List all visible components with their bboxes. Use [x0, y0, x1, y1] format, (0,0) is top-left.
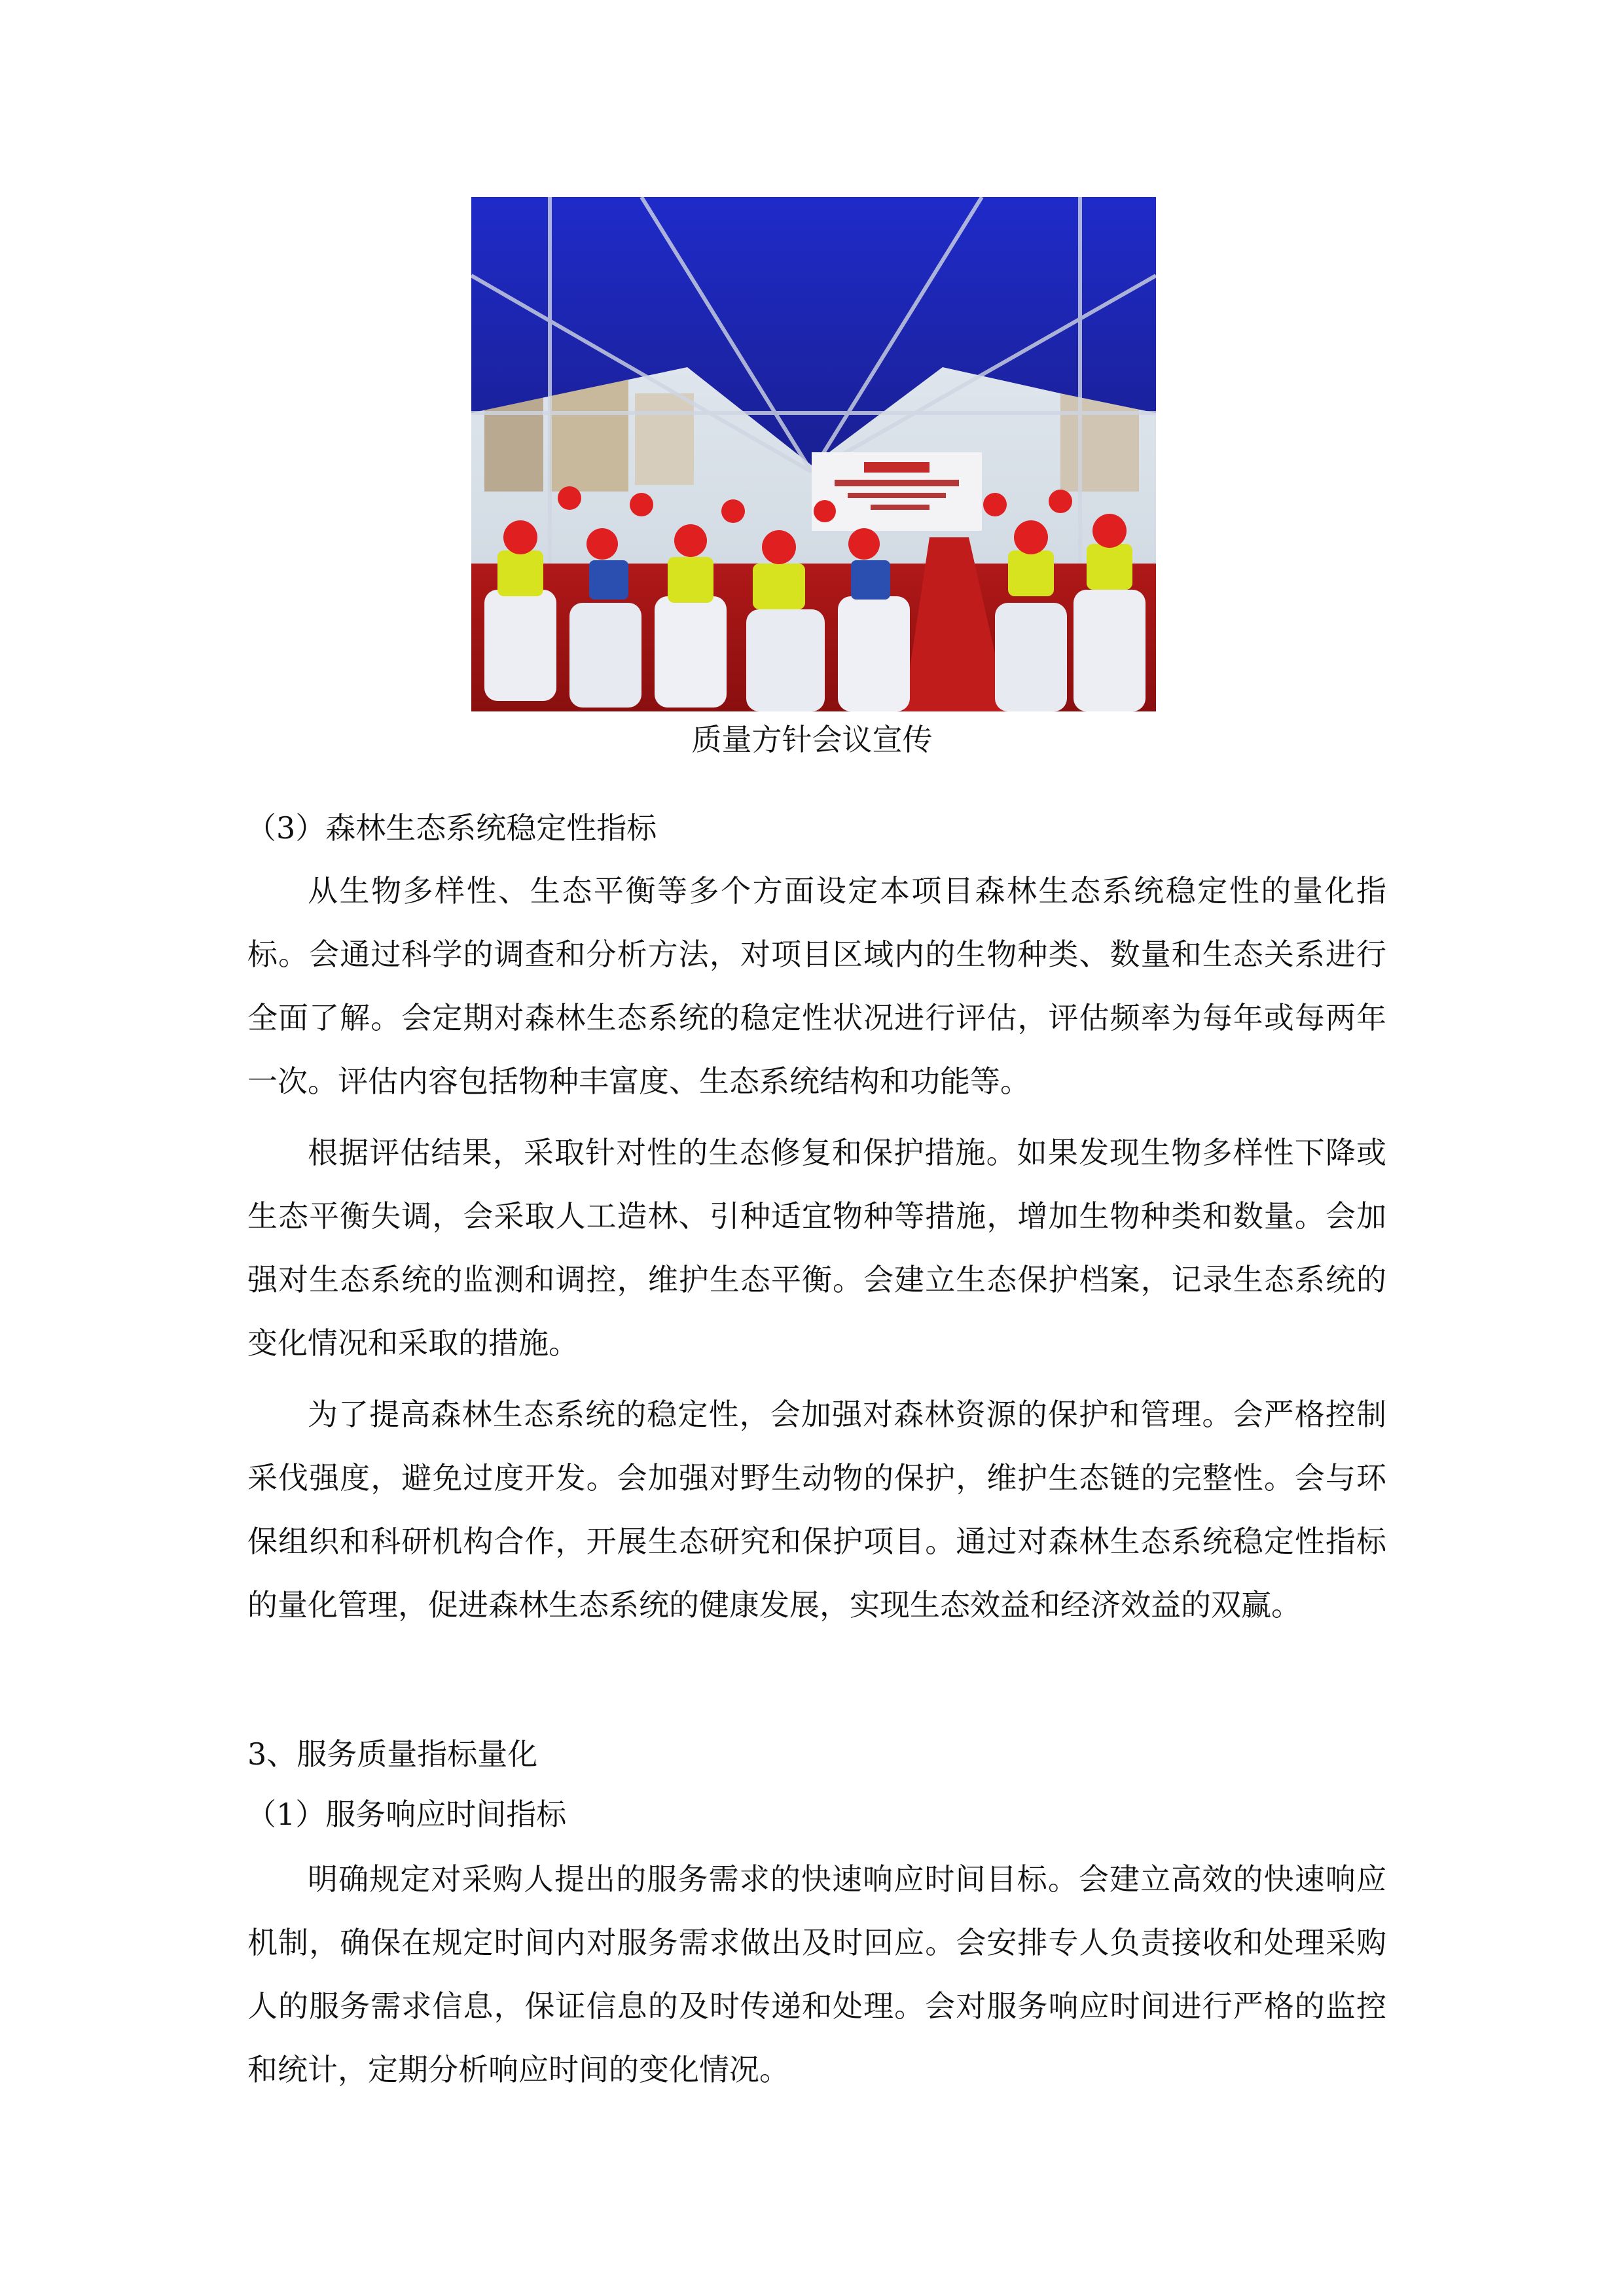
section-service-quality [247, 1731, 1386, 1777]
meeting-photo [471, 197, 1156, 711]
section-forest-stability [247, 805, 1386, 851]
paragraph-text: 根据评估结果，采取针对性的生态修复和保护措施。如果发现生物多样性下降或生态平衡失调，会采取人工造林、引种适宜物种等措施，增加生物种类和数量。会加强对生态系统的监测和调控，维护生态平衡。会建立生态保护档案，记录生态系统的变化情况和采取的措施。 [247, 1135, 1386, 1361]
paragraph [247, 1383, 1386, 1637]
paragraph-text: 为了提高森林生态系统的稳定性，会加强对森林资源的保护和管理。会严格控制采伐强度，避免过度开发。会加强对野生动物的保护，维护生态链的完整性。会与环保组织和科研机构合作，开展生态研究和保护项目。通过对森林生态系统稳定性指标的量化管理，促进森林生态系统的健康发展，实现生态效益和经济效益的双赢。 [247, 1397, 1386, 1623]
section-heading: （3）森林生态系统稳定性指标 [246, 810, 657, 846]
paragraph-text: 明确规定对采购人提出的服务需求的快速响应时间目标。会建立高效的快速响应机制，确保在规定时间内对服务需求做出及时回应。会安排专人负责接收和处理采购人的服务需求信息，保证信息的及时传递和处理。会对服务响应时间进行严格的监控和统计，定期分析响应时间的变化情况。 [247, 1861, 1386, 2087]
sub-section-heading: （1）服务响应时间指标 [246, 1797, 567, 1832]
figure-caption: 质量方针会议宣传 [691, 722, 933, 757]
section-heading: 3、服务质量指标量化 [247, 1736, 538, 1772]
paragraph [247, 1848, 1386, 2102]
paragraph-text: 从生物多样性、生态平衡等多个方面设定本项目森林生态系统稳定性的量化指标。会通过科学的调查和分析方法，对项目区域内的生物种类、数量和生态关系进行全面了解。会定期对森林生态系统的稳定性状况进行评估，评估频率为每年或每两年一次。评估内容包括物种丰富度、生态系统结构和功能等。 [247, 873, 1386, 1099]
paragraph [247, 1121, 1386, 1375]
paragraph [247, 859, 1386, 1113]
sub-section-response-time [247, 1791, 1386, 1837]
